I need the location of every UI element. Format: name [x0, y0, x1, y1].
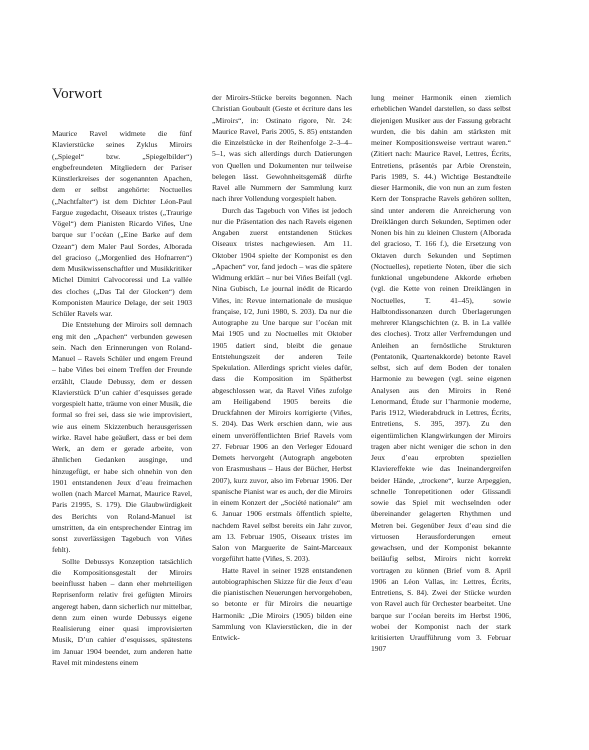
paragraph: Die Entstehung der Miroirs soll demnach eng mit den „Apachen“ verbunden gewesen sein. Nach den Erinnerungen von Roland-Manuel – Ravels Schüler und engem Freund – habe Viñes bei einem Treffen der Freunde erzählt, Claude Debussy, dem er dessen Klavierstück D’un cahier d’esquisses gerade vorgespielt hatte, träume von einer Musik, die formal so frei sei, dass sie wie improvisiert, wie aus einem Skizzenbuch herausgerissen wirke. Ravel habe geäußert, dass er bei dem Werk, an dem er gerade arbeite, von ähnlichen Gedanken ausginge, und hinzugefügt, er habe sich ohnehin von den 1901 entstandenen Jeux d’eau freimachen wollen (nach Marcel Marnat, Maurice Ravel, Paris 21995, S. 179). Die Glaubwürdigkeit des Berichts von Roland-Manuel ist umstritten, da ein entsprechender Eintrag im sonst zuverlässigen Tagebuch von Viñes fehlt). [52, 320, 192, 555]
paragraph: Sollte Debussys Konzeption tatsächlich die Kompositionsgestalt der Miroirs beeinflusst haben – dann eher mehrteiligen Reprisenform relativ frei gefügten Miroirs angeregt haben, dann sicherlich nur mittelbar, denn zum einen wurde Debussys eigene Realisierung einer quasi improvisierten Musik, D’un cahier d’esquisses, spätestens im Januar 1904 beendet, zum anderen hatte Ravel mit mindestens einem [52, 556, 192, 667]
paragraph: Durch das Tagebuch von Viñes ist jedoch nur die Präsentation des nach Ravels eigenen Angaben zuerst entstandenen Stückes Oiseaux tristes nachgewiesen. Am 11. Oktober 1904 spielte der Komponist es den „Apachen“ vor, fand jedoch – was die spätere Widmung erklärt – nur bei Viñes Beifall (vgl. Nina Gubisch, Le journal inédit de Ricardo Viñes, in: Revue internationale de musique française, I/2, Juni 1980, S. 203). Da nur die Autographe zu Une barque sur l’océan mit Mai 1905 und zu Noctuelles mit Oktober 1905 datiert sind, bleibt die genaue Entstehungszeit der anderen Teile Spekulation. Allerdings spricht vieles dafür, dass die Komposition im Spätherbst abgeschlossen war, da Ravel Viñes zufolge am Heiligabend 1905 bereits die Druckfahnen der Miroirs korrigierte (Viñes, S. 204). Das Werk erschien dann, wie aus einem unveröffentlichten Brief Ravels vom 27. Februar 1906 an den Verleger Edouard Demets hervorgeht (Autograph angeboten von Erasmushaus – Haus der Bücher, Herbst 2007), kurz zuvor, also im Februar 1906. Der spanische Pianist war es auch, der die Miroirs in einem Konzert der „Société nationale“ am 6. Januar 1906 erstmals öffentlich spielte, nachdem Ravel selbst bereits ein Jahr zuvor, am 13. Februar 1905, Oiseaux tristes im Salon von Marguerite de Saint-Marceaux vorgeführt hatte (Viñes, S. 203). [212, 205, 352, 564]
text-column-2 [212, 92, 352, 643]
paragraph: Maurice Ravel widmete die fünf Klavierstücke seines Zyklus Miroirs („Spiegel“ bzw. „Spiegelbilder“) engbefreundeten Mitgliedern der Pariser Künstlerkreises der sogenannten Apachen, dem er selbst angehörte: Noctuelles („Nachtfalter“) ist dem Dichter Léon-Paul Fargue zugedacht, Oiseaux tristes („Traurige Vögel“) dem Pianisten Ricardo Viñes, Une barque sur l’océan („Eine Barke auf dem Ozean“) dem Maler Paul Sordes, Alborada del gracioso („Morgenlied des Hofnarren“) dem Musikwissenschaftler und Musikkritiker Michel Dimitri Calvocoressi und La vallée des cloches („Das Tal der Glocken“) dem Komponisten Maurice Delage, der seit 1903 Schüler Ravels war. [52, 129, 192, 318]
paragraph: lung meiner Harmonik einen ziemlich erheblichen Wandel darstellen, so dass selbst diejenigen Musiker aus der Fassung gebracht wurden, die bis dahin am stärksten mit meiner Kompositionsweise vertraut waren.“ (Zitiert nach: Maurice Ravel, Lettres, Écrits, Entretiens, präsentés par Arbie Orenstein, Paris 1989, S. 44.) Wichtige Bestandteile dieser Harmonik, die von nun an zum festen Kern der Tonsprache Ravels gehören sollten, sind unter anderem die Anreicherung von Dreiklängen durch Sekunden, Septimen oder Nonen bis hin zu kleinen Clustern (Alborada del gracioso, T. 166 f.), die Ersetzung von Oktaven durch Sekunden und Septimen (Noctuelles), repetierte Noten, über die sich funktional ungebundene Akkorde erheben (vgl. die Kette von reinen Dreiklängen in Noctuelles, T. 41–45), sowie Halbtondissonanzen durch Überlagerungen mehrerer Klangschichten (z. B. in La vallée des cloches). Trotz aller Verfremdungen und Anleihen an fernöstliche Strukturen (Pentatonik, Quartenakkorde) betonte Ravel selbst, sich auf dem Boden der tonalen Harmonie zu bewegen (vgl. seine eigenen Analysen aus den Miroirs in René Lenormand, Étude sur l’harmonie moderne, Paris 1912, Wiederabdruck in Lettres, Écrits, Entretiens, S. 395, 397). Zu den eigentümlichen Klangwirkungen der Miroirs tragen aber nicht weniger die schon in den Jeux d’eau erprobten speziellen Klaviereffekte wie das Ineinandergreifen beider Hände, „trockene“, kurze Arpeggien, schnelle Tonrepetitionen oder Glissandi sowie das Spiel mit wechselnden oder übereinander gelagerten Rhythmen und Metren bei. Gegenüber Jeux d’eau sind die virtuosen Herausforderungen erneut gewachsen, und der Komponist bekannte beiläufig selbst, Miroirs nicht korrekt vortragen zu können (Brief vom 8. April 1906 an Léon Vallas, in: Lettres, Écrits, Entretiens, S. 84). Zwei der Stücke wurden von Ravel auch für Orchester bearbeitet. Une barque sur l’océan bereits im Herbst 1906, wobei der Komponist nach der stark kritisierten Uraufführung vom 3. Februar 1907 [371, 93, 511, 654]
paragraph: der Miroirs-Stücke bereits begonnen. Nach Christian Goubault (Geste et écriture dans les „Miroirs“, in: Ostinato rigore, Nr. 24: Maurice Ravel, Paris 2005, S. 85) entstanden die Einzelstücke in der Reihenfolge 2–3–4–5–1, was sich allerdings durch Datierungen von Quellen und Dokumenten nur teilweise belegen lässt. Gewohnheitsgemäß dürfte Ravel alle Nummern der Sammlung kurz nach ihrer Vollendung vorgespielt haben. [212, 93, 352, 204]
paragraph: Hatte Ravel in seiner 1928 entstandenen autobiographischen Skizze für die Jeux d’eau die pianistischen Neuerungen hervorgehoben, so betonte er für Miroirs die neuartige Harmonik: „Die Miroirs (1905) bilden eine Sammlung von Klavierstücken, die in der Entwick- [212, 565, 352, 642]
text-column-3 [371, 92, 511, 655]
page-title: Vorwort [52, 86, 103, 102]
text-column-1 [52, 128, 192, 668]
